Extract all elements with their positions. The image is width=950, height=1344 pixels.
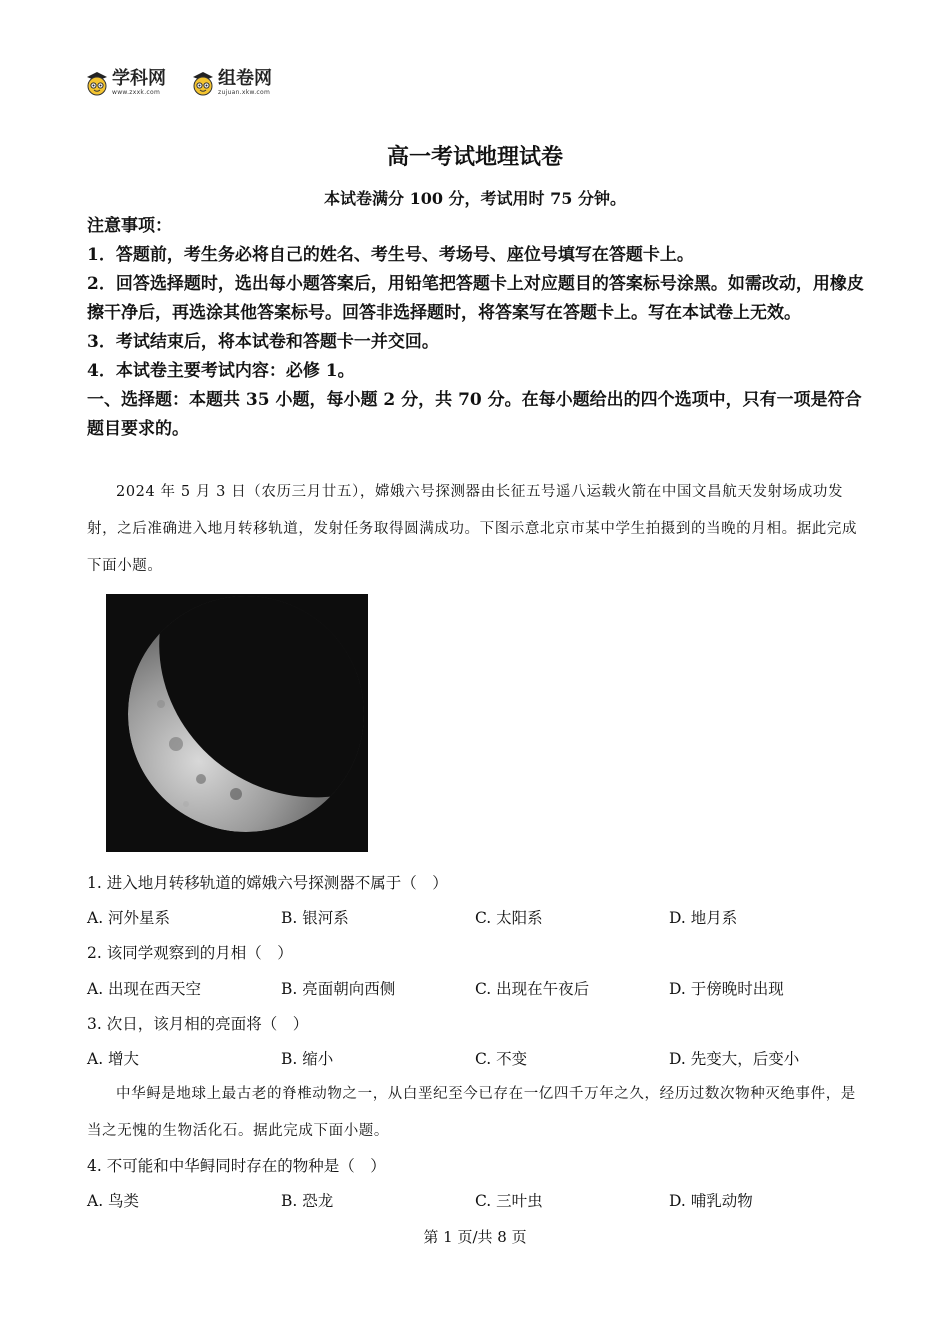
option-c: C. 不变 — [475, 1050, 528, 1068]
zujuanwang-logo — [190, 70, 272, 96]
moon-phase-photo — [106, 594, 368, 852]
note-item: 1．答题前，考生务必将自己的姓名、考生号、考场号、座位号填写在答题卡上。 — [87, 245, 694, 265]
reading-passage: 2024 年 5 月 3 日（农历三月廿五），嫦娥六号探测器由长征五号遥八运载火箭在中国文昌航天发射场成功发射，之后准确进入地月转移轨道，发射任务取得圆满成功。下图示意北京市某中学生拍摄到的当晚的月相。据此完成下面小题。 — [87, 484, 858, 574]
xuekewang-logo — [84, 70, 166, 96]
option-a: A. 鸟类 — [87, 1192, 140, 1210]
question-stem: 3. 次日，该月相的亮面将（ ） — [87, 1015, 309, 1033]
mascot-icon — [190, 70, 216, 96]
logo-url: www.zxxk.com — [112, 89, 161, 96]
reading-passage: 中华鲟是地球上最古老的脊椎动物之一，从白垩纪至今已存在一亿四千万年之久，经历过数次物种灭绝事件，是当之无愧的生物活化石。据此完成下面小题。 — [87, 1086, 856, 1139]
option-d: D. 哺乳动物 — [669, 1192, 753, 1210]
page-number: 第 1 页/共 8 页 — [423, 1228, 527, 1246]
exam-notes — [87, 212, 867, 444]
section-heading: 一、选择题：本题共 35 小题，每小题 2 分，共 70 分。在每小题给出的四个选项中，只有一项是符合题目要求的。 — [87, 390, 862, 439]
option-b: B. 亮面朝向西侧 — [281, 980, 396, 998]
question-stem: 1. 进入地月转移轨道的嫦娥六号探测器不属于（ ） — [87, 874, 448, 892]
option-c: C. 太阳系 — [475, 909, 543, 927]
option-b: B. 缩小 — [281, 1050, 334, 1068]
note-item: 2．回答选择题时，选出每小题答案后，用铅笔把答题卡上对应题目的答案标号涂黑。如需改动，用橡皮擦干净后，再选涂其他答案标号。回答非选择题时，将答案写在答题卡上。写在本试卷上无效。 — [87, 274, 864, 323]
option-d: D. 于傍晚时出现 — [669, 980, 784, 998]
option-a: A. 出现在西天空 — [87, 980, 202, 998]
question-stem: 2. 该同学观察到的月相（ ） — [87, 944, 293, 962]
exam-subtitle: 本试卷满分 100 分，考试用时 75 分钟。 — [324, 189, 626, 208]
option-b: B. 银河系 — [281, 909, 349, 927]
logo-name: 组卷网 — [218, 68, 272, 89]
note-item: 3．考试结束后，将本试卷和答题卡一并交回。 — [87, 332, 439, 352]
logo-url: zujuan.xkw.com — [218, 89, 271, 96]
notes-heading: 注意事项： — [87, 216, 172, 236]
mascot-icon — [84, 70, 110, 96]
page-title: 高一考试地理试卷 — [386, 144, 563, 170]
option-a: A. 河外星系 — [87, 909, 171, 927]
option-d: D. 地月系 — [669, 909, 738, 927]
option-c: C. 三叶虫 — [475, 1192, 543, 1210]
option-b: B. 恐龙 — [281, 1192, 334, 1210]
logo-name: 学科网 — [112, 68, 166, 89]
option-c: C. 出现在午夜后 — [475, 980, 590, 998]
note-item: 4．本试卷主要考试内容：必修 1。 — [87, 361, 355, 381]
question-stem: 4. 不可能和中华鲟同时存在的物种是（ ） — [87, 1157, 386, 1175]
option-d: D. 先变大，后变小 — [669, 1050, 800, 1068]
option-a: A. 增大 — [87, 1050, 140, 1068]
